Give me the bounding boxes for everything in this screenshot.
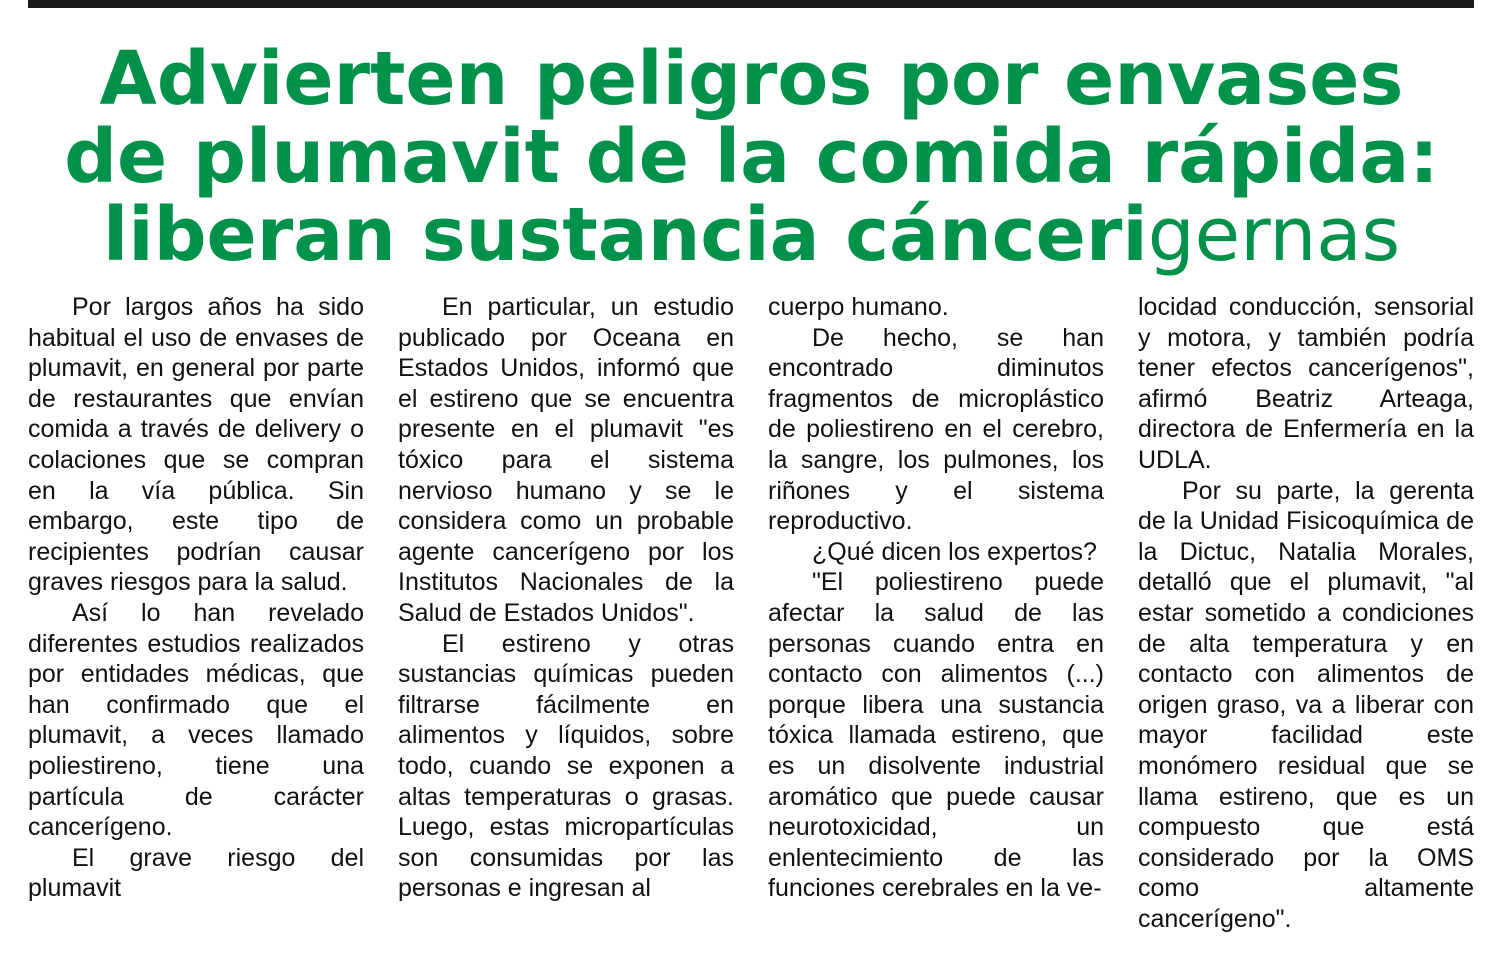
subheading: ¿Qué dicen los expertos? (812, 537, 1097, 566)
article-column-2 (398, 292, 734, 904)
headline-line-3-light: gernas (1147, 192, 1401, 278)
article-body (28, 292, 1476, 942)
paragraph: El estireno y otras sustancias químicas pueden filtrarse fácilmente en alimentos y líquidos, sobre todo, cuando se exponen a altas temperaturas o grasas. Luego, estas micropartículas son consumidas por las personas e ingresan al (398, 629, 734, 903)
paragraph: Por largos años ha sido habitual el uso de envases de plumavit, en general por parte de restaurantes que envían comida a través de delivery o colaciones que se compran en la vía pública. Sin embargo, este tipo de recipientes podrían causar graves riesgos para la salud. (28, 293, 364, 597)
headline-line-3 (0, 192, 1503, 278)
quote-paragraph: Por su parte, la gerenta de la Unidad Fisicoquímica de la Dictuc, Natalia Morales, detalló que el plumavit, "al estar sometido a condiciones de alta temperatura y en contacto con alimentos de origen graso, va a liberar con mayor facilidad este monómero residual que se llama estireno, que es un compuesto que está considerado por la OMS como altamente cancerígeno". (1138, 476, 1474, 933)
headline-line-1: Advierten peligros por envases (99, 36, 1404, 122)
headline-line-3-bold: liberan sustancia cánceri (102, 192, 1148, 278)
paragraph-continuation: locidad conducción, sensorial y motora, y también podría tener efectos cancerígenos", afirmó Beatriz Arteaga, directora de Enfermería en la UDLA. (1138, 293, 1474, 474)
paragraph-continuation: cuerpo humano. (768, 293, 949, 321)
quote-paragraph: "El poliestireno puede afectar la salud de las personas cuando entra en contacto con alimentos (...) porque libera una sustancia tóxica llamada estireno, que es un disolvente industrial aromático que puede causar neurotoxicidad, un enlentecimiento de las funciones cerebrales en la ve- (768, 568, 1104, 903)
article-column-1 (28, 292, 364, 904)
headline-line-2: de plumavit de la comida rápida: (64, 114, 1439, 200)
headline (0, 36, 1503, 278)
paragraph: De hecho, se han encontrado diminutos fragmentos de microplástico de poliestireno en el cerebro, la sangre, los pulmones, los riñones y el sistema reproductivo. (768, 323, 1104, 536)
paragraph: Así lo han revelado diferentes estudios realizados por entidades médicas, que han confirmado que el plumavit, a veces llamado poliestireno, tiene una partícula de carácter cancerígeno. (28, 598, 364, 842)
paragraph: El grave riesgo del plumavit (28, 843, 364, 903)
paragraph: En particular, un estudio publicado por Oceana en Estados Unidos, informó que el estireno que se encuentra presente en el plumavit "es tóxico para el sistema nervioso humano y se le considera como un probable agente cancerígeno por los Institutos Nacionales de la Salud de Estados Unidos". (398, 293, 734, 627)
article-column-4 (1138, 292, 1474, 934)
article-column-3 (768, 292, 1104, 904)
top-rule (28, 0, 1474, 8)
